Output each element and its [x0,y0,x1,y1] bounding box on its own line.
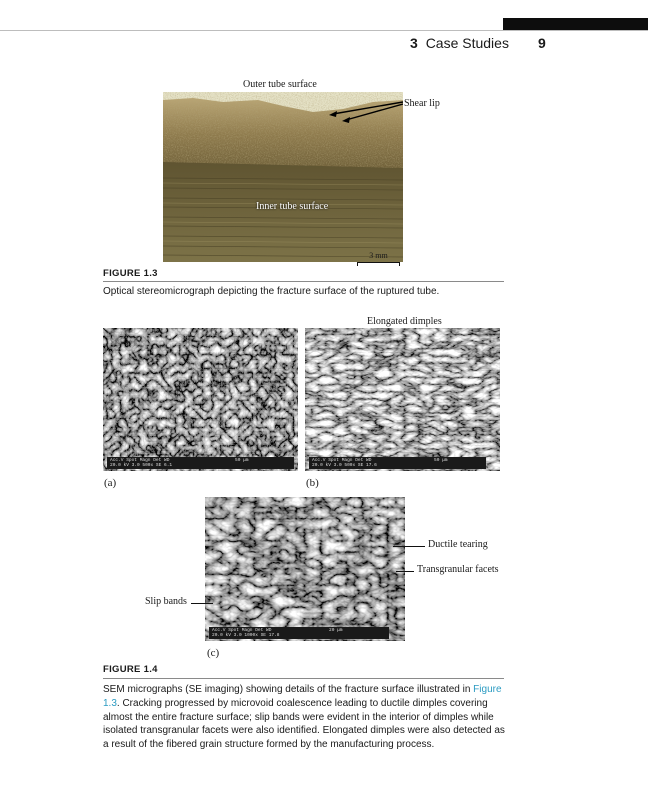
transgranular-leader [396,571,414,572]
stereomicrograph-image [163,92,403,262]
chapter-number: 3 [410,35,418,51]
sem-micrograph-a [103,328,298,471]
ductile-tearing-leader [393,546,425,547]
panel-label-a: (a) [104,477,117,489]
figure-1-3-label: FIGURE 1.3 [103,268,158,279]
header-rule [0,30,648,31]
sem-databar-a: Acc.V Spot Magn Det WD 20.0 kV 3.0 500x SE 6.1 50 μm [107,457,294,469]
slip-bands-label: Slip bands [145,596,187,607]
slip-bands-leader [191,603,213,604]
figure-1-4-label: FIGURE 1.4 [103,664,158,675]
sem-databar-b: Acc.V Spot Magn Det WD 20.0 kV 3.0 500x SE 17.6 50 μm [309,457,486,469]
figure-1-3-rule [103,281,504,282]
panel-label-b: (b) [306,477,319,489]
scale-bar [357,251,400,266]
figure-1-3-caption: Optical stereomicrograph depicting the fracture surface of the ruptured tube. [103,286,440,297]
sem-databar-c: Acc.V Spot Magn Det WD 20.0 kV 3.0 1000x SE 17.8 20 μm [209,627,389,639]
panel-label-c: (c) [207,647,220,659]
shear-lip-label: Shear lip [404,98,440,109]
elongated-dimples-label: Elongated dimples [367,316,442,327]
inner-surface-label: Inner tube surface [256,201,329,212]
figure-1-3-link[interactable]: Figure 1.3 [103,684,502,709]
chapter-title: Case Studies [425,35,509,51]
sem-micrograph-b [305,328,500,471]
ductile-tearing-label: Ductile tearing [428,539,488,550]
figure-1-4-caption: SEM micrographs (SE imaging) showing details of the fracture surface illustrated in Figure 1.3. Cracking progressed by microvoid coalescence leading to ductile dimples covering almost the entire fracture surface; slip bands were evident in the interior of dimples while isolated transgranular facets were also identified. Elongated dimples were also detected as a result of the fibered grain structure formed by the manufacturing process. [103,684,505,751]
header-bar [503,18,648,30]
figure-1-4-rule [103,678,504,679]
scale-bar-line [357,262,400,266]
page-number: 9 [538,35,546,51]
running-header [410,35,546,51]
sem-micrograph-c [205,497,405,641]
scale-bar-label: 3 mm [369,251,388,260]
transgranular-facets-label: Transgranular facets [417,564,499,575]
outer-surface-label: Outer tube surface [243,79,317,90]
